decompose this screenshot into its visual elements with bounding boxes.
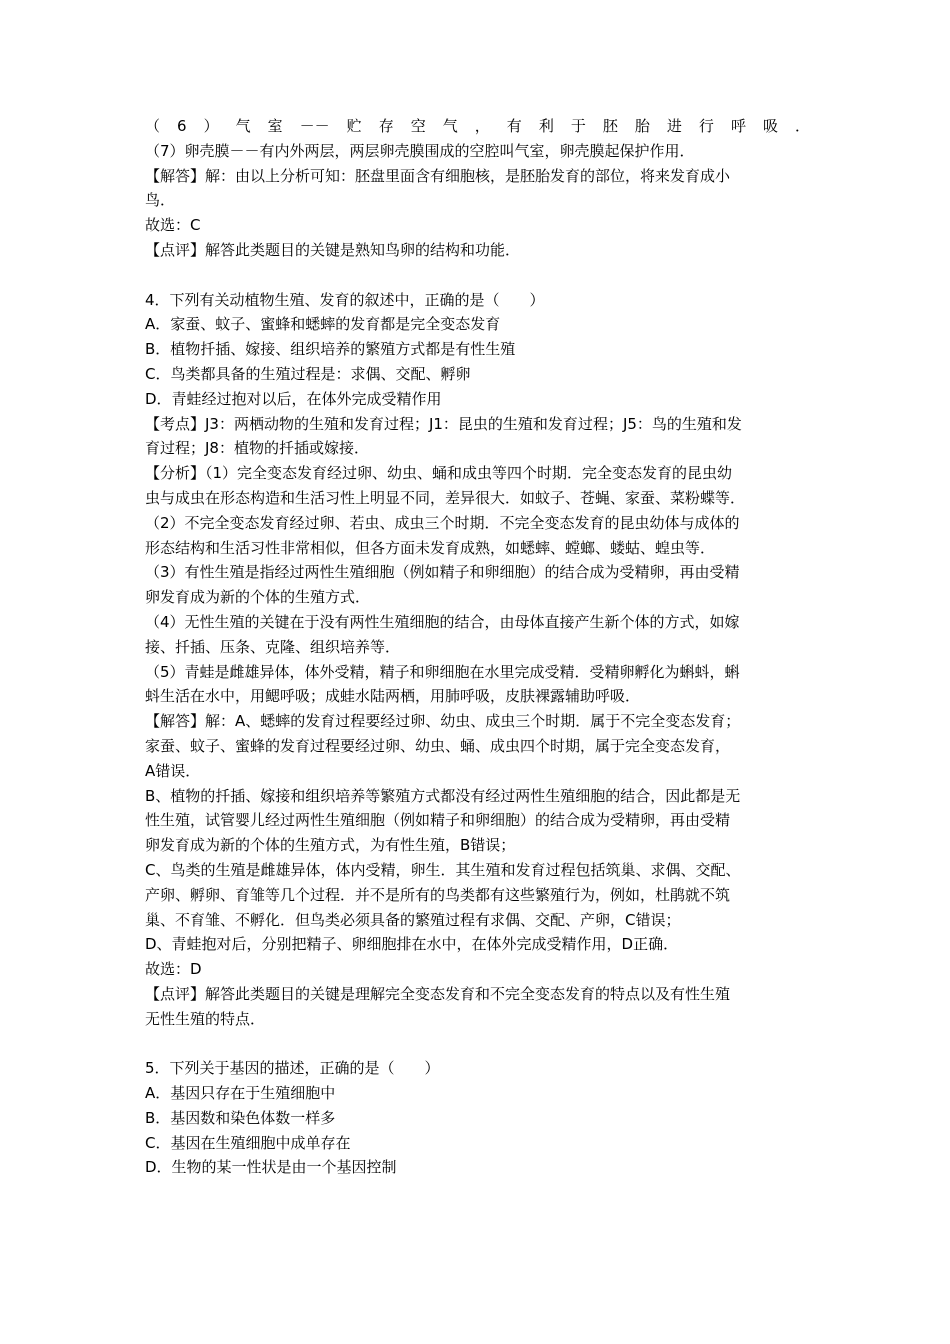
- q4-answer-line: 【解答】解：A、蟋蟀的发育过程要经过卵、幼虫、成虫三个时期．属于不完全变态发育；: [145, 712, 741, 731]
- document-page: [145, 114, 810, 1180]
- q4-answer-line: 产卵、孵卵、育雏等几个过程．并不是所有的鸟类都有这些繁殖行为，例如，杜鹃就不筑: [145, 885, 731, 904]
- q4-analysis-line: 接、扦插、压条、克隆、组织培养等．: [145, 637, 401, 656]
- q4-analysis-line: 【分析】（1）完全变态发育经过卵、幼虫、蛹和成虫等四个时期．完全变态发育的昆虫幼: [145, 464, 733, 483]
- paragraph-gap: [145, 263, 810, 288]
- q5-option-d: D．生物的某一性状是由一个基因控制: [145, 1158, 397, 1177]
- q3-answer-line: 【解答】解：由以上分析可知：胚盘里面含有细胞核，是胚胎发育的部位，将来发育成小: [145, 166, 731, 185]
- q5-option-c: C．基因在生殖细胞中成单存在: [145, 1133, 351, 1152]
- q4-answer-line: A错误．: [145, 761, 201, 780]
- q4-answer-line: 家蚕、蚊子、蜜蜂的发育过程要经过卵、幼虫、蛹、成虫四个时期，属于完全变态发育，: [145, 736, 731, 755]
- q4-analysis-line: （4）无性生殖的关键在于没有两性生殖细胞的结合，由母体直接产生新个体的方式，如嫁: [145, 612, 740, 631]
- q4-kaodian-line: 育过程；J8：植物的扦插或嫁接．: [145, 439, 369, 458]
- q4-analysis-line: （5）青蛙是雌雄异体，体外受精，精子和卵细胞在水里完成受精．受精卵孵化为蝌蚪，蝌: [145, 662, 740, 681]
- paragraph-gap: [145, 1031, 810, 1056]
- q4-answer-line: 巢、不育雏、不孵化．但鸟类必须具备的繁殖过程有求偶、交配、产卵，C错误；: [145, 910, 681, 929]
- q5-stem: 5．下列关于基因的描述，正确的是（ ）: [145, 1059, 440, 1078]
- q4-option-a: A．家蚕、蚊子、蜜蜂和蟋蟀的发育都是完全变态发育: [145, 315, 501, 334]
- q4-comment-line: 【点评】解答此类题目的关键是理解完全变态发育和不完全变态发育的特点以及有性生殖: [145, 984, 731, 1003]
- q3-item-7: （7）卵壳膜－－有内外两层，两层卵壳膜围成的空腔叫气室，卵壳膜起保护作用．: [145, 141, 695, 160]
- q4-analysis-line: 卵发育成为新的个体的生殖方式．: [145, 588, 371, 607]
- q4-choice: 故选：D: [145, 960, 202, 979]
- q3-item-6: （6）气室－－贮存空气，有利于胚胎进行呼吸．: [145, 117, 810, 135]
- q4-answer-line: D、青蛙抱对后，分别把精子、卵细胞排在水中，在体外完成受精作用，D正确．: [145, 935, 679, 954]
- q4-option-d: D．青蛙经过抱对以后，在体外完成受精作用: [145, 389, 442, 408]
- q4-answer-line: B、植物的扦插、嫁接和组织培养等繁殖方式都没有经过两性生殖细胞的结合，因此都是无: [145, 786, 741, 805]
- q4-option-b: B．植物扦插、嫁接、组织培养的繁殖方式都是有性生殖: [145, 340, 516, 359]
- q3-choice: 故选：C: [145, 216, 201, 235]
- q3-answer-line: 鸟．: [145, 191, 176, 210]
- q5-option-b: B．基因数和染色体数一样多: [145, 1108, 336, 1127]
- q4-analysis-line: （2）不完全变态发育经过卵、若虫、成虫三个时期．不完全变态发育的昆虫幼体与成体的: [145, 513, 740, 532]
- q4-comment-line: 无性生殖的特点．: [145, 1009, 266, 1028]
- q3-comment: 【点评】解答此类题目的关键是熟知鸟卵的结构和功能．: [145, 240, 521, 259]
- q4-analysis-line: （3）有性生殖是指经过两性生殖细胞（例如精子和卵细胞）的结合成为受精卵，再由受精: [145, 563, 740, 582]
- q4-answer-line: C、鸟类的生殖是雌雄异体，体内受精，卵生．其生殖和发育过程包括筑巢、求偶、交配、: [145, 860, 741, 879]
- q4-answer-line: 卵发育成为新的个体的生殖方式，为有性生殖，B错误；: [145, 836, 516, 855]
- q4-analysis-line: 虫与成虫在形态构造和生活习性上明显不同，差异很大．如蚊子、苍蝇、家蚕、菜粉蝶等．: [145, 488, 746, 507]
- q4-analysis-line: 蚪生活在水中，用鳃呼吸；成蛙水陆两栖，用肺呼吸，皮肤裸露辅助呼吸．: [145, 687, 641, 706]
- q5-option-a: A．基因只存在于生殖细胞中: [145, 1084, 336, 1103]
- q4-answer-line: 性生殖，试管婴儿经过两性生殖细胞（例如精子和卵细胞）的结合成为受精卵，再由受精: [145, 811, 731, 830]
- q4-analysis-line: 形态结构和生活习性非常相似，但各方面未发育成熟，如蟋蟀、螳螂、蝼蛄、蝗虫等．: [145, 538, 716, 557]
- q4-stem: 4．下列有关动植物生殖、发育的叙述中，正确的是（ ）: [145, 290, 545, 309]
- q4-option-c: C．鸟类都具备的生殖过程是：求偶、交配、孵卵: [145, 364, 471, 383]
- q4-kaodian-line: 【考点】J3：两栖动物的生殖和发育过程；J1：昆虫的生殖和发育过程；J5：鸟的生殖和发: [145, 414, 742, 433]
